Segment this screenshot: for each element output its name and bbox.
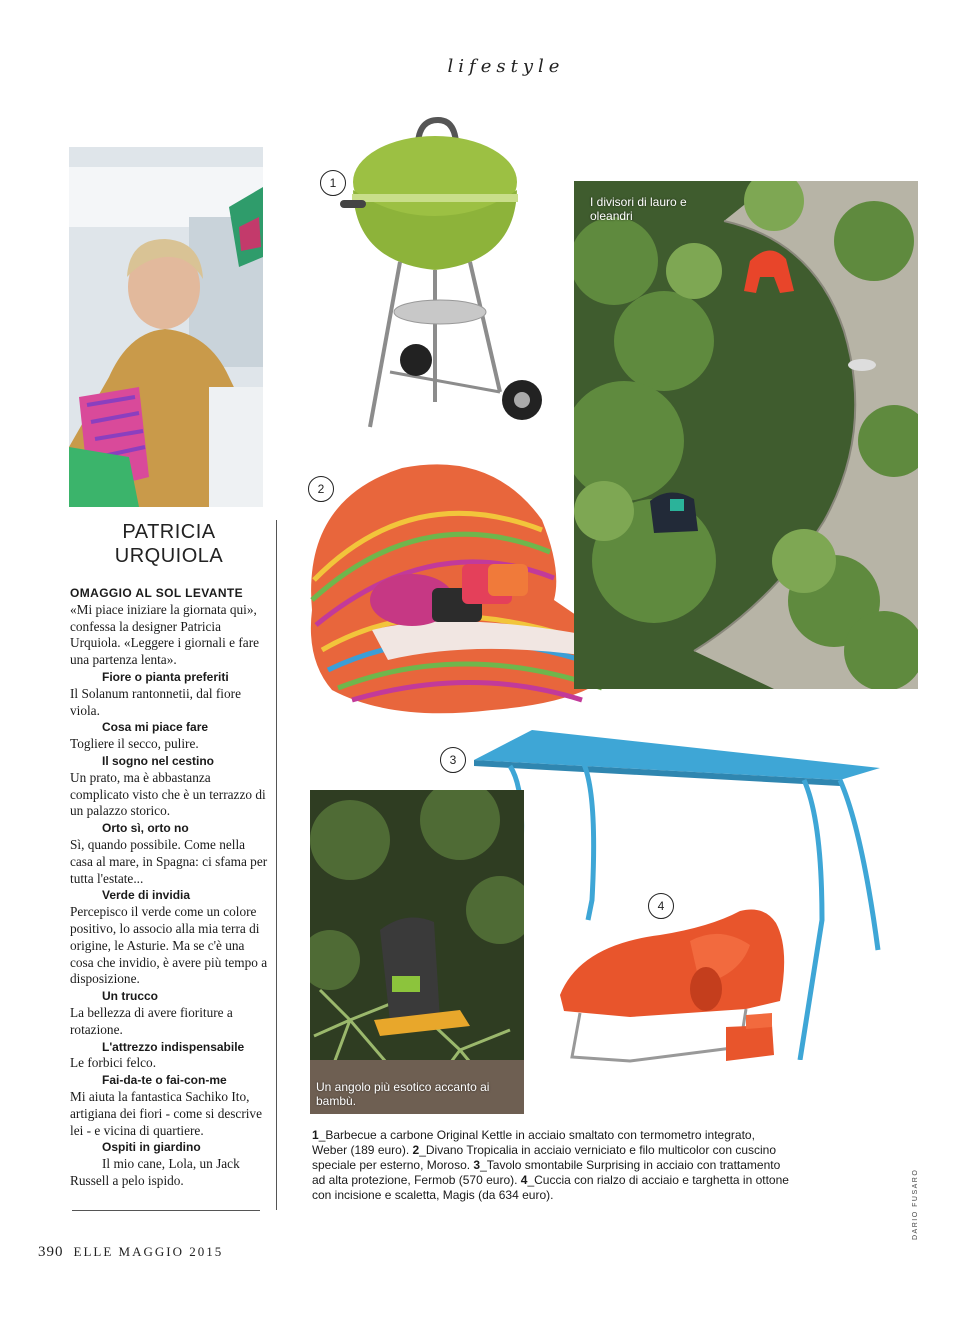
terrace-garden-photo [574,181,918,689]
product-number-2: 2 [308,476,334,502]
product-number-4: 4 [648,893,674,919]
caption-text: _Tavolo smontabile Surprising in acciaio con trattamento ad alta protezione, Fermob (570 euro). [312,1158,781,1187]
caption-text: _Cuccia con rialzo di acciaio e targhetta in ottone con incisione e scaletta, Magis (da 634 euro). [312,1173,789,1202]
question: Ospiti in giardino [102,1140,201,1155]
page-folio [38,1244,223,1261]
product-number-1: 1 [320,170,346,196]
question: Verde di invidia [102,888,191,903]
question: L'attrezzo indispensabile [102,1039,245,1054]
caption-text: _Barbecue a carbone Original Kettle in acciaio smaltato con termometro integrato, Weber (189 euro). [312,1128,755,1157]
caption-number: 1 [312,1128,319,1142]
question: Cosa mi piace fare [102,720,209,735]
kennel-image [550,905,800,1075]
page-number: 390 [38,1244,64,1260]
section-title: lifestyle [447,56,565,77]
exotic-corner-photo [310,790,524,1114]
answer: Il mio cane, Lola, un Jack Russell a pelo ispido. [70,1156,240,1188]
answer: La bellezza di avere fioriture a rotazione. [70,1004,233,1037]
profile-name-line2: URQUIOLA [114,545,224,567]
question: Orto sì, orto no [102,821,189,836]
interview-text [70,585,268,1190]
product-captions [312,1128,792,1203]
column-end-rule [72,1210,260,1211]
article-kicker: OMAGGIO AL SOL LEVANTE [70,586,244,600]
caption-number: 2 [412,1143,420,1157]
answer: Le forbici felco. [70,1055,157,1071]
answer: Mi aiuta la fantastica Sachiko Ito, artigiana dei fiori - come si descrive lei - e vicina di quartiere. [70,1088,262,1138]
caption-text: _Divano Tropicalia in acciaio verniciato e filo multicolor con cuscino speciale per esterno, Moroso. [312,1143,777,1172]
kettle-grill-image [330,112,550,442]
answer: Togliere il secco, pulire. [70,736,199,752]
product-number-3: 3 [440,747,466,773]
answer: Sì, quando possibile. Come nella casa al mare, in Spagna: ci sfama per tutta l'estate... [70,836,268,886]
question: Fai-da-te o fai-con-me [102,1073,227,1088]
portrait-photo [69,147,263,507]
question: Un trucco [102,989,159,1004]
question: Fiore o pianta preferiti [102,669,229,684]
article-intro: «Mi piace iniziare la giornata qui», confessa la designer Patricia Urquiola. «Leggere i giornali e fare una partenza lenta». [70,601,260,668]
caption-number: 4 [520,1173,528,1187]
profile-name [69,520,269,568]
garden-photo-caption: I divisori di lauro e oleandri [590,195,687,223]
caption-number: 3 [473,1158,481,1172]
profile-name-line1: PATRICIA [122,521,216,543]
question: Il sogno nel cestino [102,753,215,768]
column-divider [276,520,277,1210]
answer: Percepisco il verde come un colore positivo, lo associo alla mia terra di origine, le Asturie. Ma se c'è una cosa che invidio, è avere più tempo a disposizione. [70,904,268,987]
corner-photo-caption: Un angolo più esotico accanto ai bambù. [316,1080,490,1108]
issue-label: ELLE MAGGIO 2015 [73,1244,224,1259]
answer: Un prato, ma è abbastanza complicato visto che è un terrazzo di un palazzo storico. [70,769,266,819]
answer: Il Solanum rantonnetii, dal fiore viola. [70,685,241,718]
photo-credit: DARIO FUSARO [912,1168,919,1240]
